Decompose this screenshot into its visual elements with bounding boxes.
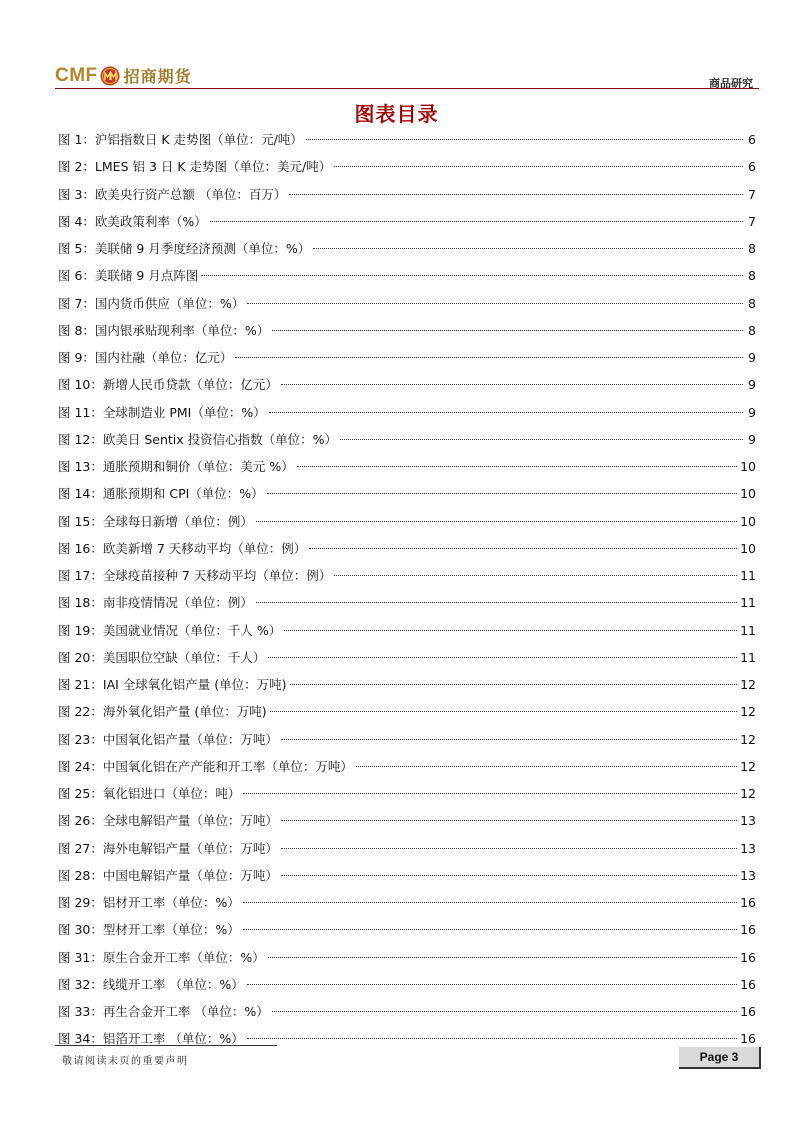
toc-entry-page: 7	[748, 213, 756, 229]
toc-entry[interactable]	[58, 862, 756, 889]
toc-entry-label: 图 32：线缆开工率 （单位：%）	[58, 976, 244, 992]
toc-entry-page: 10	[740, 513, 756, 529]
toc-entry-label: 图 23：中国氧化铝产量（单位：万吨）	[58, 731, 278, 747]
toc-entry-label: 图 29：铝材开工率（单位：%）	[58, 895, 240, 910]
toc-leader-dots	[272, 330, 743, 331]
toc-leader-dots	[290, 684, 738, 685]
footer-rule	[55, 1045, 277, 1046]
toc-entry[interactable]	[58, 998, 756, 1025]
toc-entry-page: 8	[748, 295, 756, 311]
toc-entry-label: 图 27：海外电解铝产量（单位：万吨）	[58, 840, 278, 856]
toc-leader-dots	[235, 357, 743, 358]
toc-entry-label: 图 12：欧美日 Sentix 投资信心指数（单位：%）	[58, 431, 338, 447]
toc-entry-page: 9	[748, 377, 756, 393]
toc-entry-label: 图 13：通胀预期和铜价（单位：美元 %）	[58, 459, 294, 474]
toc-leader-dots	[281, 739, 737, 740]
toc-entry-page: 9	[748, 404, 756, 420]
toc-entry[interactable]	[58, 290, 756, 317]
logo-cmf-text: CMF	[55, 64, 98, 86]
toc-leader-dots	[201, 275, 743, 276]
logo-company-name: 招商期货	[123, 67, 192, 86]
toc-entry[interactable]	[58, 208, 756, 235]
page-header	[55, 60, 759, 90]
toc-entry[interactable]	[58, 153, 756, 180]
toc-entry-page: 12	[740, 786, 756, 801]
toc-entry-label: 图 19：美国就业情况（单位：千人 %）	[58, 622, 282, 638]
toc-entry-page: 10	[740, 540, 756, 556]
toc-entry[interactable]	[58, 780, 756, 807]
toc-entry-label: 图 30：型材开工率（单位：%）	[58, 922, 240, 938]
toc-leader-dots	[256, 602, 737, 603]
toc-entry[interactable]	[58, 562, 756, 589]
toc-leader-dots	[313, 248, 743, 249]
toc-entry-label: 图 28：中国电解铝产量（单位：万吨）	[58, 867, 278, 883]
toc-entry[interactable]	[58, 589, 756, 616]
toc-entry-page: 10	[740, 486, 756, 502]
toc-entry-page: 7	[748, 186, 756, 202]
toc-entry[interactable]	[58, 181, 756, 208]
toc-leader-dots	[268, 657, 737, 658]
table-of-figures	[58, 126, 756, 1053]
toc-leader-dots	[269, 412, 743, 413]
toc-entry-page: 16	[740, 976, 756, 992]
toc-entry-label: 图 5：美联储 9 月季度经济预测（单位：%）	[58, 241, 311, 256]
toc-entry-page: 16	[740, 949, 756, 965]
toc-entry-page: 16	[740, 1004, 756, 1019]
toc-entry[interactable]	[58, 944, 756, 971]
toc-leader-dots	[306, 139, 743, 140]
toc-entry-label: 图 2：LMES 铝 3 日 K 走势图（单位：美元/吨）	[58, 159, 332, 175]
toc-leader-dots	[309, 548, 737, 549]
toc-entry-page: 6	[748, 159, 756, 175]
toc-entry-label: 图 24：中国氧化铝在产产能和开工率（单位：万吨）	[58, 758, 353, 774]
toc-leader-dots	[270, 711, 737, 712]
toc-entry[interactable]	[58, 399, 756, 426]
toc-entry[interactable]	[58, 971, 756, 998]
toc-entry-page: 6	[748, 132, 756, 147]
toc-leader-dots	[281, 384, 743, 385]
toc-entry-page: 11	[740, 649, 756, 665]
toc-entry-label: 图 26：全球电解铝产量（单位：万吨）	[58, 813, 278, 829]
toc-leader-dots	[340, 439, 743, 440]
toc-entry-page: 10	[740, 459, 756, 474]
toc-entry-label: 图 11：全球制造业 PMI（单位：%）	[58, 404, 266, 420]
toc-entry-page: 8	[748, 268, 756, 284]
toc-entry-page: 8	[748, 241, 756, 256]
page-title: 图表目录	[354, 102, 439, 126]
toc-entry-label: 图 20：美国职位空缺（单位：千人）	[58, 649, 266, 665]
toc-leader-dots	[268, 957, 737, 958]
logo-emblem-icon	[100, 66, 120, 86]
toc-entry[interactable]	[58, 371, 756, 398]
page-number: Page 3	[679, 1047, 761, 1069]
toc-entry[interactable]	[58, 753, 756, 780]
toc-leader-dots	[356, 766, 737, 767]
toc-entry[interactable]	[58, 262, 756, 289]
toc-entry-label: 图 21：IAI 全球氧化铝产量 (单位：万吨)	[58, 677, 287, 692]
toc-entry-label: 图 6：美联储 9 月点阵图	[58, 268, 199, 284]
toc-entry-label: 图 18：南非疫情情况（单位：例）	[58, 595, 253, 611]
toc-leader-dots	[243, 902, 737, 903]
toc-entry-label: 图 1：沪铝指数日 K 走势图（单位：元/吨）	[58, 132, 303, 147]
toc-entry-page: 11	[740, 595, 756, 611]
toc-entry[interactable]	[58, 453, 756, 480]
toc-entry[interactable]	[58, 617, 756, 644]
toc-entry-label: 图 15：全球每日新增（单位：例）	[58, 513, 253, 529]
toc-entry[interactable]	[58, 235, 756, 262]
toc-leader-dots	[247, 1038, 737, 1039]
toc-leader-dots	[289, 194, 743, 195]
toc-entry[interactable]	[58, 726, 756, 753]
toc-entry-label: 图 22：海外氧化铝产量 (单位：万吨)	[58, 704, 267, 720]
toc-leader-dots	[243, 793, 737, 794]
toc-entry-page: 13	[740, 840, 756, 856]
toc-leader-dots	[297, 466, 737, 467]
toc-entry[interactable]	[58, 671, 756, 698]
footer-notice: 敬请阅读末页的重要声明	[62, 1056, 189, 1067]
toc-entry-label: 图 25：氧化铝进口（单位：吨）	[58, 786, 241, 801]
toc-entry-label: 图 8：国内银承贴现利率（单位：%）	[58, 322, 270, 338]
toc-leader-dots	[334, 166, 743, 167]
toc-leader-dots	[281, 820, 737, 821]
toc-entry[interactable]	[58, 508, 756, 535]
toc-entry[interactable]	[58, 644, 756, 671]
toc-leader-dots	[243, 929, 737, 930]
toc-entry-page: 9	[748, 431, 756, 447]
toc-entry[interactable]	[58, 889, 756, 916]
toc-entry[interactable]	[58, 698, 756, 725]
toc-entry-page: 13	[740, 813, 756, 829]
toc-entry-label: 图 17：全球疫苗接种 7 天移动平均（单位：例）	[58, 568, 332, 583]
toc-leader-dots	[334, 575, 737, 576]
toc-entry-label: 图 14：通胀预期和 CPI（单位：%）	[58, 486, 264, 502]
company-logo	[55, 64, 192, 87]
toc-entry-label: 图 3：欧美央行资产总额 （单位：百万）	[58, 186, 287, 202]
header-rule	[55, 88, 759, 89]
toc-entry-page: 11	[740, 622, 756, 638]
toc-entry-label: 图 31：原生合金开工率（单位：%）	[58, 949, 265, 965]
toc-leader-dots	[281, 848, 737, 849]
toc-entry-page: 12	[740, 758, 756, 774]
toc-leader-dots	[284, 630, 737, 631]
toc-entry-page: 9	[748, 350, 756, 365]
toc-entry-label: 图 33：再生合金开工率 （单位：%）	[58, 1004, 269, 1019]
toc-leader-dots	[267, 493, 737, 494]
toc-entry-page: 16	[740, 895, 756, 910]
toc-entry-label: 图 10：新增人民币贷款（单位：亿元）	[58, 377, 278, 393]
toc-entry-label: 图 9：国内社融（单位：亿元）	[58, 350, 233, 365]
toc-entry-page: 12	[740, 704, 756, 720]
toc-entry[interactable]	[58, 317, 756, 344]
toc-entry-page: 16	[740, 922, 756, 938]
toc-entry[interactable]	[58, 807, 756, 834]
toc-entry-page: 13	[740, 867, 756, 883]
toc-entry-page: 12	[740, 731, 756, 747]
toc-entry[interactable]	[58, 535, 756, 562]
toc-entry[interactable]	[58, 344, 756, 371]
toc-entry-page: 11	[740, 568, 756, 583]
toc-entry-label: 图 34：铝箔开工率 （单位：%）	[58, 1031, 244, 1047]
toc-entry[interactable]	[58, 480, 756, 507]
toc-leader-dots	[272, 1011, 737, 1012]
toc-leader-dots	[247, 984, 737, 985]
section-label: 商品研究	[709, 77, 753, 90]
toc-entry-page: 12	[740, 677, 756, 692]
toc-entry[interactable]	[58, 426, 756, 453]
toc-entry[interactable]	[58, 1025, 756, 1052]
toc-leader-dots	[247, 303, 743, 304]
toc-entry-label: 图 7：国内货币供应（单位：%）	[58, 295, 245, 311]
toc-leader-dots	[256, 521, 737, 522]
toc-entry[interactable]	[58, 126, 756, 153]
toc-entry-page: 16	[740, 1031, 756, 1047]
toc-entry-label: 图 4：欧美政策利率（%）	[58, 213, 207, 229]
toc-entry[interactable]	[58, 916, 756, 943]
toc-leader-dots	[210, 221, 743, 222]
toc-entry[interactable]	[58, 835, 756, 862]
toc-entry-page: 8	[748, 322, 756, 338]
toc-entry-label: 图 16：欧美新增 7 天移动平均（单位：例）	[58, 540, 307, 556]
toc-leader-dots	[281, 875, 737, 876]
